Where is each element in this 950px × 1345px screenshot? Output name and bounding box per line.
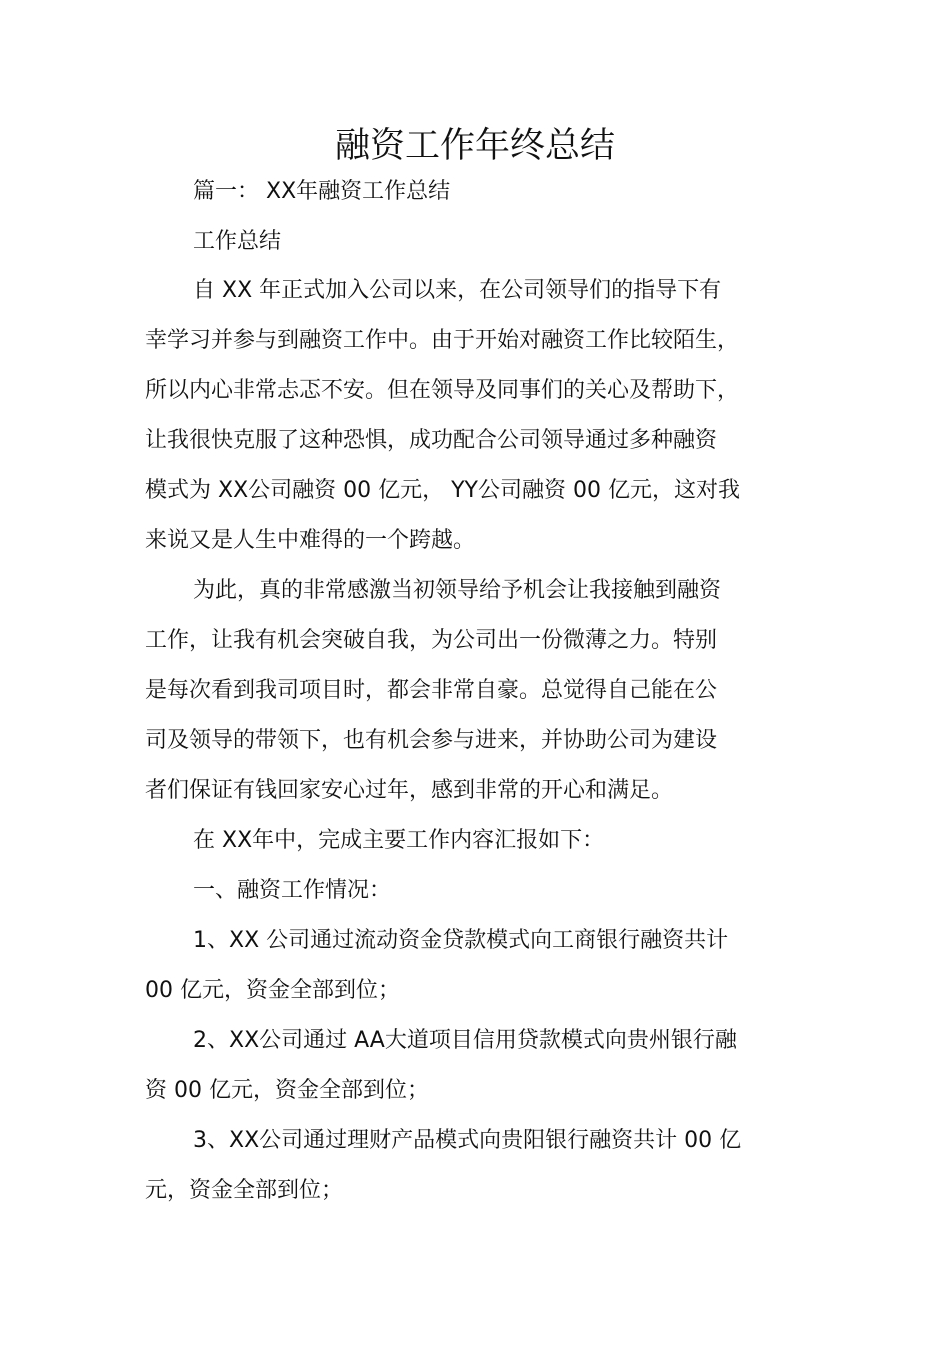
section-heading: 篇一： XX年融资工作总结 bbox=[193, 179, 451, 204]
paragraph-line: 为此，真的非常感激当初领导给予机会让我接触到融资 bbox=[193, 578, 722, 603]
paragraph-line: 让我很快克服了这种恐惧，成功配合公司领导通过多种融资 bbox=[145, 428, 718, 453]
paragraph-line: 工作，让我有机会突破自我，为公司出一份微薄之力。特别 bbox=[145, 628, 718, 653]
paragraph-line: 自 XX 年正式加入公司以来，在公司领导们的指导下有 bbox=[193, 278, 722, 303]
paragraph-line: 所以内心非常忐忑不安。但在领导及同事们的关心及帮助下， bbox=[145, 378, 740, 403]
list-item-line: 2、XX公司通过 AA大道项目信用贷款模式向贵州银行融 bbox=[193, 1028, 737, 1053]
document-title: 融资工作年终总结 bbox=[334, 126, 615, 166]
paragraph-line: 模式为 XX公司融资 00 亿元， YY公司融资 00 亿元，这对我 bbox=[145, 478, 740, 503]
list-heading: 一、融资工作情况： bbox=[193, 878, 392, 903]
list-item-line: 1、XX 公司通过流动资金贷款模式向工商银行融资共计 bbox=[193, 928, 729, 953]
paragraph-line: 司及领导的带领下，也有机会参与进来，并协助公司为建设 bbox=[145, 728, 718, 753]
paragraph-line: 幸学习并参与到融资工作中。由于开始对融资工作比较陌生， bbox=[145, 328, 740, 353]
paragraph-line: 来说又是人生中难得的一个跨越。 bbox=[145, 528, 476, 553]
list-item-line: 元，资金全部到位； bbox=[145, 1178, 344, 1203]
list-item-line: 3、XX公司通过理财产品模式向贵阳银行融资共计 00 亿 bbox=[193, 1128, 742, 1153]
list-item-line: 00 亿元，资金全部到位； bbox=[145, 978, 400, 1003]
subheading: 工作总结 bbox=[193, 229, 282, 254]
paragraph-line: 在 XX年中，完成主要工作内容汇报如下： bbox=[193, 828, 605, 853]
paragraph-line: 者们保证有钱回家安心过年，感到非常的开心和满足。 bbox=[145, 778, 674, 803]
list-item-line: 资 00 亿元，资金全部到位； bbox=[145, 1078, 429, 1103]
paragraph-line: 是每次看到我司项目时，都会非常自豪。总觉得自己能在公 bbox=[145, 678, 718, 703]
